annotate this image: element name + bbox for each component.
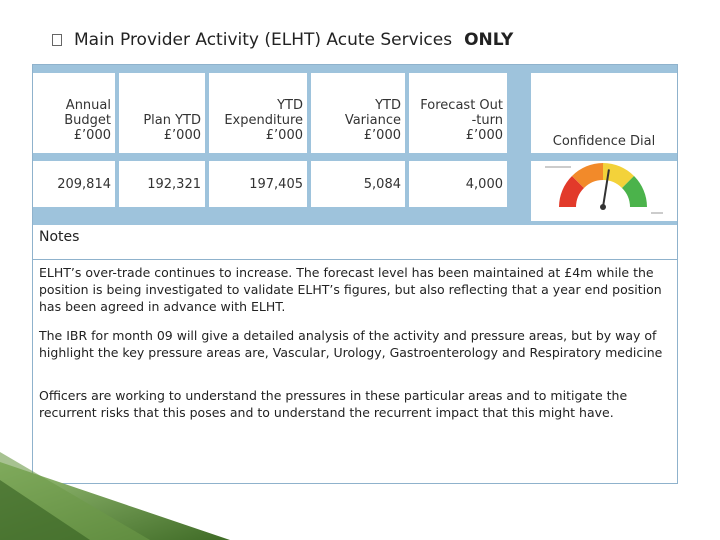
gauge-dial-icon	[531, 161, 677, 221]
summary-panel	[32, 64, 678, 484]
header-line: Forecast Out	[420, 98, 503, 113]
checkbox-bullet-icon	[52, 34, 62, 46]
header-annual-budget	[33, 73, 115, 153]
header-line: -turn	[471, 113, 503, 128]
header-line: YTD	[277, 98, 303, 113]
notes-paragraph: The IBR for month 09 will give a detailed analysis of the activity and pressure areas, but by way of highlight the key pressure areas are, Vascular, Urology, Gastroenterology and Respiratory medicine	[39, 328, 663, 360]
title-emphasis: ONLY	[464, 30, 514, 50]
header-ytd-variance	[311, 73, 405, 153]
header-ytd-expenditure	[209, 73, 307, 153]
notes-paragraph: Officers are working to understand the pressures in these particular areas and to mitigate the recurrent risks that this poses and to understand the recurrent impact that this might have.	[39, 388, 628, 420]
slide-title	[52, 28, 513, 52]
header-confidence-dial: Confidence Dial	[531, 73, 677, 153]
header-line: Plan YTD	[143, 113, 201, 128]
value-annual-budget: 209,814	[33, 161, 115, 207]
notes-paragraph: ELHT’s over-trade continues to increase. The forecast level has been maintained at £4m while the position is being investigated to validate ELHT’s figures, but also reflecting that a year end position has been agreed in advance with ELHT.	[39, 265, 662, 314]
header-line: £’000	[363, 128, 401, 143]
value-ytd-variance: 5,084	[311, 161, 405, 207]
header-line: £’000	[163, 128, 201, 143]
confidence-dial-cell	[531, 161, 677, 221]
header-line: YTD	[375, 98, 401, 113]
header-forecast-outturn	[409, 73, 507, 153]
header-plan-ytd	[119, 73, 205, 153]
notes-label: Notes	[39, 229, 80, 245]
value-plan-ytd: 192,321	[119, 161, 205, 207]
header-line: £’000	[465, 128, 503, 143]
header-line: Annual	[65, 98, 111, 113]
header-line: Expenditure	[224, 113, 303, 128]
header-line: £’000	[265, 128, 303, 143]
decorative-corner-graphic	[0, 440, 230, 540]
header-line: Variance	[344, 113, 401, 128]
value-ytd-expenditure: 197,405	[209, 161, 307, 207]
header-line: Budget	[64, 113, 111, 128]
header-line: £’000	[73, 128, 111, 143]
value-forecast-outturn: 4,000	[409, 161, 507, 207]
title-text: Main Provider Activity (ELHT) Acute Services	[74, 30, 453, 50]
